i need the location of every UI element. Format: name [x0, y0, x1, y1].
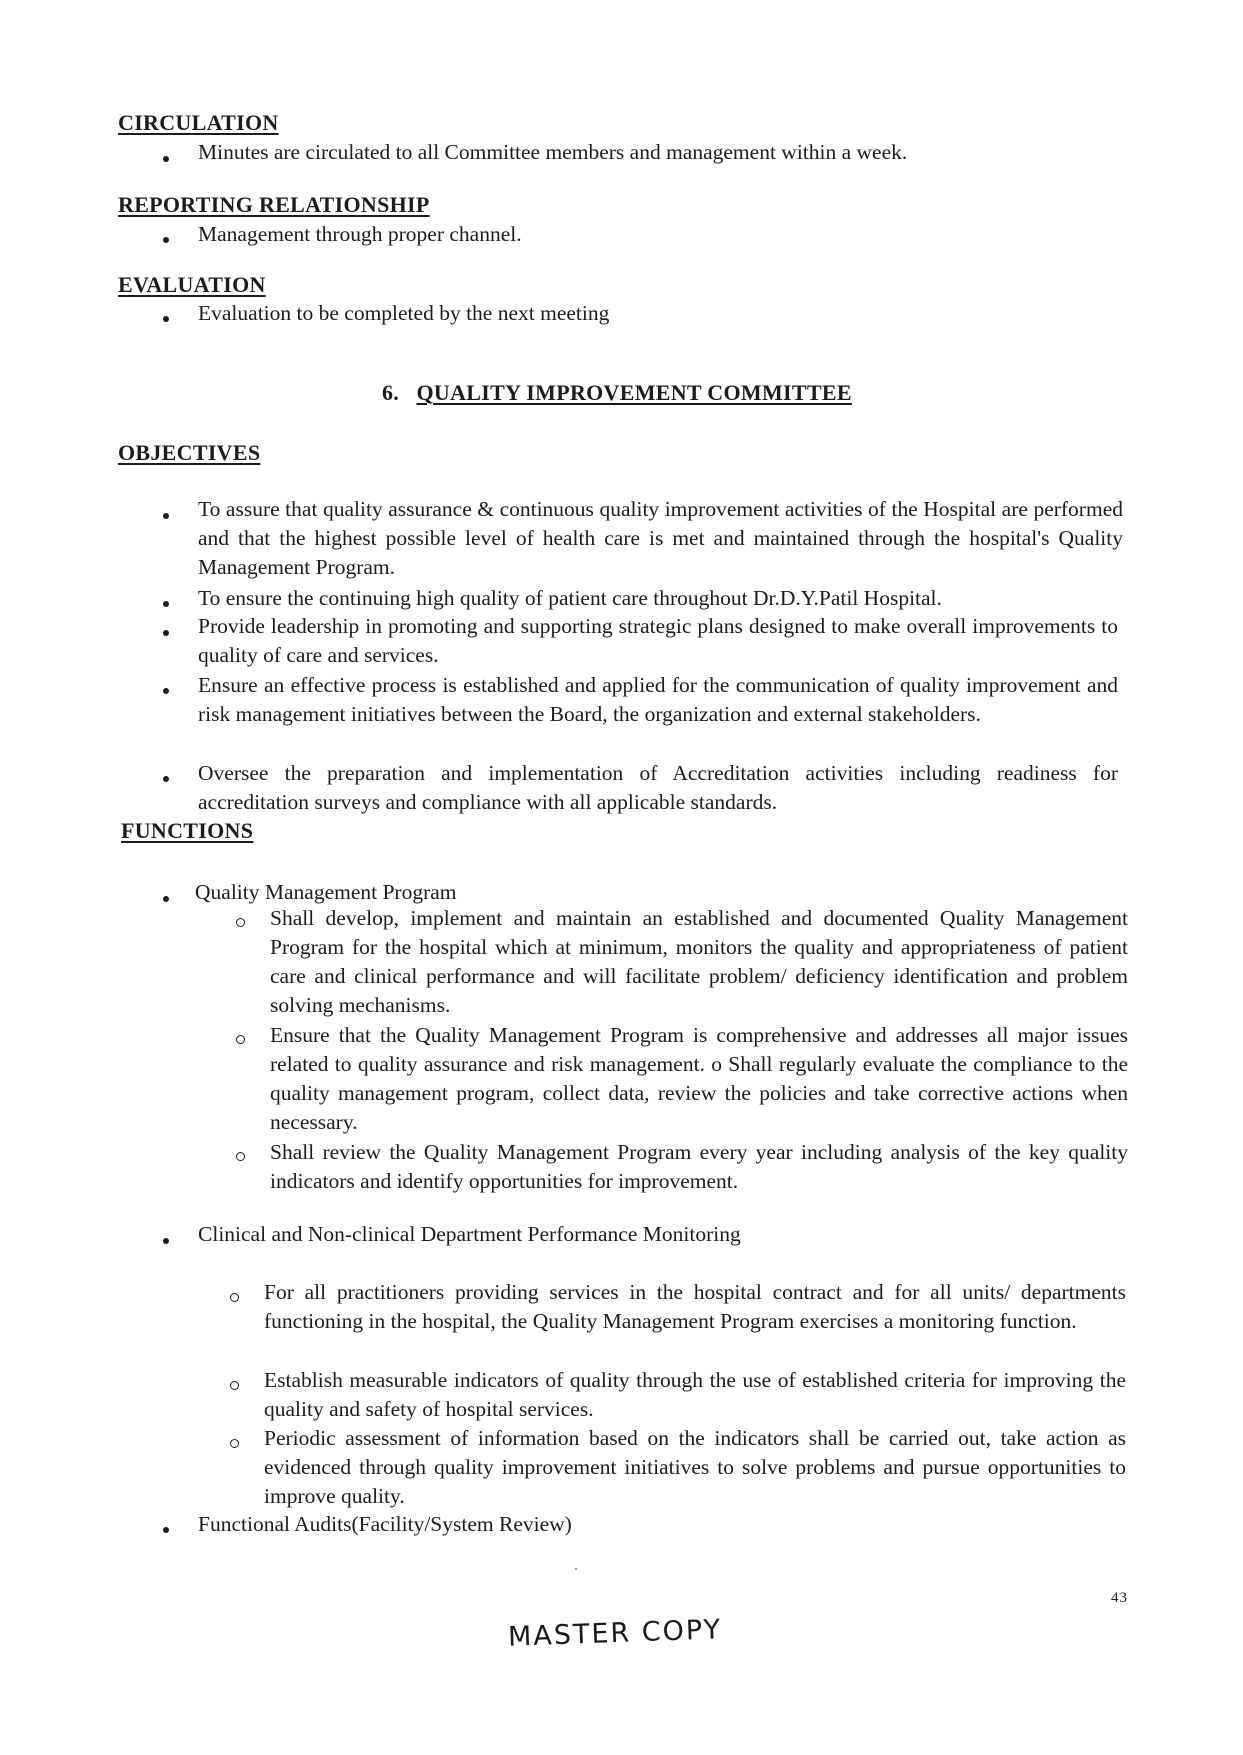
- bullet-dot-icon: [163, 1238, 169, 1244]
- function-group-label: Quality Management Program: [195, 880, 457, 904]
- committee-title: [382, 380, 852, 406]
- bullet-dot-icon: [163, 156, 169, 162]
- reporting-item: Management through proper channel.: [198, 222, 522, 246]
- function-subitem: Ensure that the Quality Management Program is comprehensive and addresses all major issues related to quality assurance and risk management. o Shall regularly evaluate the compliance to the quality management program, collect data, review the policies and take corrective actions when necessary.: [270, 1023, 1128, 1134]
- objective-item: Oversee the preparation and implementation of Accreditation activities including readiness for accreditation surveys and compliance with all applicable standards.: [198, 761, 1118, 814]
- bullet-dot-icon: [163, 316, 169, 322]
- function-subitem: Periodic assessment of information based on the indicators shall be carried out, take action as evidenced through quality improvement initiatives to solve problems and pursue opportunities to improve quality.: [264, 1426, 1126, 1508]
- function-subitem: Shall develop, implement and maintain an established and documented Quality Management Program for the hospital which at minimum, monitors the quality and appropriateness of patient care and clinical performance and will facilitate problem/ deficiency identification and problem solving mechanisms.: [270, 906, 1128, 1017]
- bullet-dot-icon: [163, 776, 169, 782]
- bullet-dot-icon: [163, 896, 169, 902]
- sub-bullet-circle-icon: [230, 1293, 239, 1302]
- function-subitem: For all practitioners providing services in the hospital contract and for all units/ departments functioning in the hospital, the Quality Management Program exercises a monitoring function.: [264, 1280, 1126, 1333]
- bullet-dot-icon: [163, 237, 169, 243]
- function-group-label: Functional Audits(Facility/System Review): [198, 1512, 572, 1536]
- bullet-dot-icon: [163, 601, 169, 607]
- objective-item: Ensure an effective process is established and applied for the communication of quality improvement and risk management initiatives between the Board, the organization and external stakeholders.: [198, 673, 1118, 726]
- objective-item: Provide leadership in promoting and supporting strategic plans designed to make overall improvements to quality of care and services.: [198, 614, 1118, 667]
- bullet-dot-icon: [163, 630, 169, 636]
- functions-heading: FUNCTIONS: [121, 818, 254, 843]
- function-subitem: Establish measurable indicators of quality through the use of established criteria for improving the quality and safety of hospital services.: [264, 1368, 1126, 1421]
- bullet-dot-icon: [163, 688, 169, 694]
- reporting-heading: REPORTING RELATIONSHIP: [118, 192, 430, 217]
- function-subitem: Shall review the Quality Management Program every year including analysis of the key quality indicators and identify opportunities for improvement.: [270, 1140, 1128, 1193]
- committee-name: QUALITY IMPROVEMENT COMMITTEE: [416, 380, 852, 405]
- sub-bullet-circle-icon: [236, 1035, 245, 1044]
- bullet-dot-icon: [163, 1527, 169, 1533]
- sub-bullet-circle-icon: [236, 1152, 245, 1161]
- objectives-heading: OBJECTIVES: [118, 440, 261, 465]
- page-number: 43: [1111, 1590, 1128, 1606]
- objective-item: To ensure the continuing high quality of patient care throughout Dr.D.Y.Patil Hospital.: [198, 586, 942, 610]
- bullet-dot-icon: [163, 513, 169, 519]
- master-copy-stamp: MASTER COPY: [507, 1614, 723, 1653]
- committee-number: 6.: [382, 380, 400, 405]
- evaluation-heading: EVALUATION: [118, 272, 266, 297]
- sub-bullet-circle-icon: [230, 1381, 239, 1390]
- objective-item: To assure that quality assurance & continuous quality improvement activities of the Hospital are performed and that the highest possible level of health care is met and maintained through the hospital's Quality Management Program.: [198, 497, 1123, 579]
- evaluation-item: Evaluation to be completed by the next meeting: [198, 301, 610, 325]
- circulation-heading: CIRCULATION: [118, 110, 279, 135]
- sub-bullet-circle-icon: [230, 1439, 239, 1448]
- scan-speck: [575, 1568, 577, 1570]
- circulation-item: Minutes are circulated to all Committee members and management within a week.: [198, 140, 908, 164]
- sub-bullet-circle-icon: [236, 918, 245, 927]
- function-group-label: Clinical and Non-clinical Department Performance Monitoring: [198, 1222, 741, 1246]
